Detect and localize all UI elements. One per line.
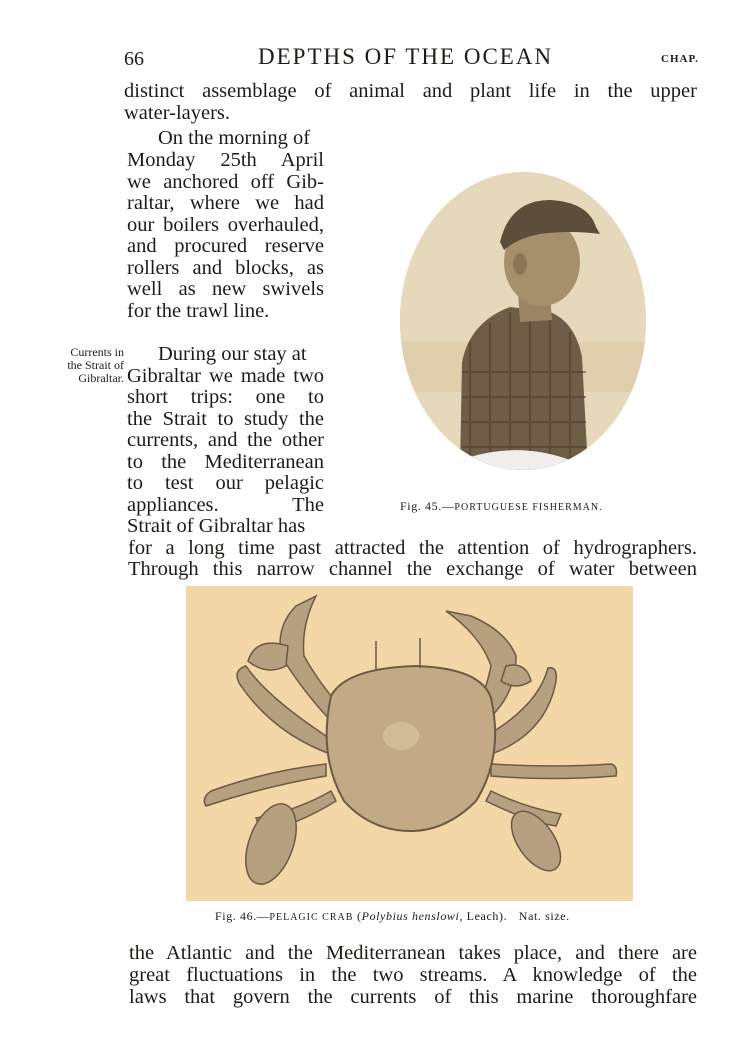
figure-45-label: Fig. 45. bbox=[400, 499, 442, 513]
body-line: Monday 25th April bbox=[127, 149, 324, 171]
figure-46-dash: — bbox=[256, 909, 270, 923]
body-line: laws that govern the currents of this marine thoroughfare bbox=[129, 986, 697, 1008]
figure-46-authority: , Leach). bbox=[459, 909, 508, 923]
body-line: for a long time past attracted the attention of hydrographers. bbox=[128, 537, 697, 559]
body-line: to test our pelagic bbox=[127, 472, 324, 494]
body-line: water-layers. bbox=[124, 102, 231, 124]
body-line: Strait of Gibraltar has bbox=[127, 515, 306, 537]
figure-46-species: Polybius henslowi bbox=[361, 909, 460, 923]
body-line: raltar, where we had bbox=[127, 192, 324, 214]
body-line: we anchored off Gib- bbox=[127, 171, 324, 193]
body-line: our boilers overhauled, bbox=[127, 214, 324, 236]
figure-45-title: PORTUGUESE FISHERMAN. bbox=[454, 502, 603, 513]
crab-illustration bbox=[186, 586, 633, 901]
figure-46-title: PELAGIC CRAB bbox=[269, 912, 354, 923]
body-line: well as new swivels bbox=[127, 278, 324, 300]
margin-note-line: Currents in bbox=[70, 345, 124, 359]
fisherman-portrait-photo bbox=[400, 172, 646, 470]
chapter-label: CHAP. bbox=[661, 53, 699, 65]
body-line: Through this narrow channel the exchange of water between bbox=[128, 558, 697, 580]
body-line: On the morning of bbox=[158, 127, 311, 149]
figure-45-caption bbox=[400, 499, 603, 514]
body-line: for the trawl line. bbox=[127, 300, 270, 322]
body-line: great fluctuations in the two streams. A knowledge of the bbox=[129, 964, 697, 986]
body-line: the Strait to study the bbox=[127, 408, 324, 430]
pelagic-crab-plate bbox=[186, 586, 633, 901]
page-number: 66 bbox=[124, 48, 144, 70]
margin-note-line: Gibraltar. bbox=[78, 371, 124, 385]
figure-46-label: Fig. 46. bbox=[215, 909, 257, 923]
body-line: and procured reserve bbox=[127, 235, 324, 257]
body-line: During our stay at bbox=[158, 343, 307, 365]
body-line: currents, and the other bbox=[127, 429, 324, 451]
figure-46-caption bbox=[215, 909, 570, 924]
body-line: short trips: one to bbox=[127, 386, 324, 408]
margin-note-line: the Strait of bbox=[67, 358, 124, 372]
figure-46-open-paren: ( bbox=[356, 909, 362, 923]
body-line: appliances. The bbox=[127, 494, 324, 516]
figure-45-dash: — bbox=[441, 499, 455, 513]
body-line: to the Mediterranean bbox=[127, 451, 324, 473]
running-title: DEPTHS OF THE OCEAN bbox=[258, 44, 554, 69]
figure-46-size: Nat. size. bbox=[518, 909, 570, 923]
margin-note bbox=[50, 346, 124, 385]
body-line: Gibraltar we made two bbox=[127, 365, 324, 387]
body-line: rollers and blocks, as bbox=[127, 257, 324, 279]
body-line: the Atlantic and the Mediterranean takes place, and there are bbox=[129, 942, 697, 964]
body-line: distinct assemblage of animal and plant life in the upper bbox=[124, 80, 697, 102]
fisherman-illustration bbox=[400, 172, 646, 470]
